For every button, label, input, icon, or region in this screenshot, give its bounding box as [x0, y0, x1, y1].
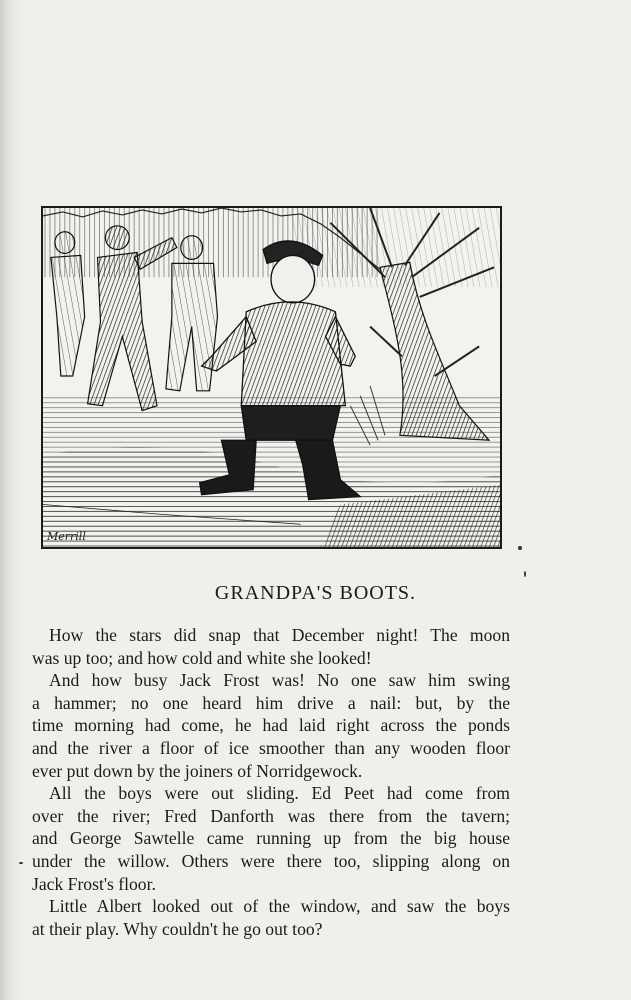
- text-line: [32, 895, 510, 918]
- text-line: [32, 918, 510, 941]
- artist-signature: Merrill: [47, 530, 86, 543]
- chapter-title: GRANDPA'S BOOTS.: [214, 582, 417, 604]
- text-line: [32, 692, 510, 715]
- text-line: [32, 760, 510, 783]
- story-text: [32, 624, 510, 940]
- engraving-illustration: [41, 206, 502, 549]
- text-line-content: over the river; Fred Danforth was there from the tavern;: [32, 805, 510, 826]
- text-line: [32, 873, 510, 896]
- boys-on-ice-engraving: [43, 208, 500, 547]
- ink-speck: [518, 546, 522, 550]
- text-line: [32, 714, 510, 737]
- text-line-content: at their play. Why couldn't he go out too?: [32, 918, 323, 939]
- text-line: [32, 624, 510, 647]
- text-line-content: a hammer; no one heard him drive a nail: but, by the: [32, 692, 510, 713]
- ink-speck: [524, 571, 526, 577]
- text-line-content: And how busy Jack Frost was! No one saw him swing: [49, 670, 510, 691]
- text-line-content: All the boys were out sliding. Ed Peet had come from: [49, 783, 510, 804]
- text-line-content: time morning had come, he had laid right across the ponds: [32, 715, 510, 736]
- page-binding-edge: [0, 0, 22, 1000]
- text-line: [32, 647, 510, 670]
- text-line-content: Little Albert looked out of the window, and saw the boys: [49, 896, 510, 917]
- text-line: [32, 737, 510, 760]
- ink-speck: [19, 862, 23, 864]
- text-line-content: ever put down by the joiners of Norridgewock.: [32, 760, 363, 781]
- text-line-content: under the willow. Others were there too, slipping along on: [32, 850, 510, 871]
- text-line: [32, 669, 510, 692]
- text-line-content: How the stars did snap that December night! The moon: [49, 625, 510, 645]
- text-line: [32, 805, 510, 828]
- text-line-content: and the river a floor of ice smoother than any wooden floor: [32, 737, 510, 758]
- text-line: [32, 782, 510, 805]
- text-line: [32, 827, 510, 850]
- text-line-content: and George Sawtelle came running up from the big house: [32, 828, 510, 849]
- text-line: [32, 850, 510, 873]
- text-line-content: was up too; and how cold and white she looked!: [32, 647, 372, 668]
- text-line-content: Jack Frost's floor.: [32, 873, 156, 894]
